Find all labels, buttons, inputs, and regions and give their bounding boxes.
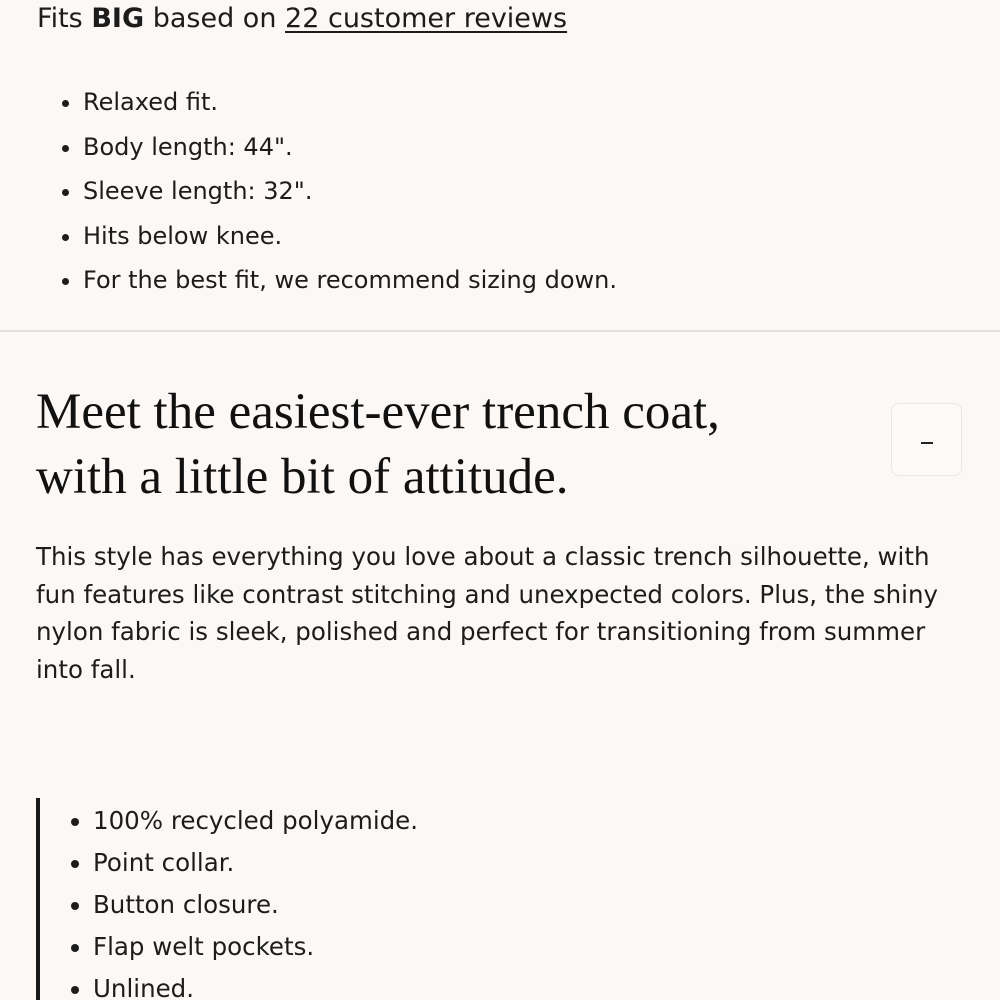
product-details-list bbox=[63, 800, 418, 1000]
list-item: • 100% recycled polyamide. bbox=[93, 800, 418, 842]
list-item: • Flap welt pockets. bbox=[93, 926, 418, 968]
fit-summary bbox=[37, 0, 567, 38]
list-item: • Point collar. bbox=[93, 842, 418, 884]
list-item: • Relaxed fit. bbox=[83, 80, 617, 125]
heading-line-1: Meet the easiest-ever trench coat, bbox=[36, 384, 720, 440]
list-item: • Sleeve length: 32". bbox=[83, 169, 617, 214]
section-divider bbox=[0, 330, 1000, 332]
details-accent-bar bbox=[36, 798, 40, 1000]
section-heading bbox=[36, 380, 876, 510]
list-item: • Button closure. bbox=[93, 884, 418, 926]
heading-line-2: with a little bit of attitude. bbox=[36, 449, 569, 505]
fit-details-list bbox=[50, 80, 617, 303]
fit-middle-text: based on bbox=[152, 3, 277, 34]
customer-reviews-link[interactable]: 22 customer reviews bbox=[285, 3, 568, 34]
product-description: This style has everything you love about a classic trench silhouette, with fun features like contrast stitching and unexpected colors. Plus, the shiny nylon fabric is sleek, polished and perfect for transitioning from summer into fall. bbox=[36, 542, 938, 684]
fit-prefix: Fits bbox=[37, 3, 83, 34]
minus-icon bbox=[921, 442, 933, 444]
list-item: • For the best fit, we recommend sizing down. bbox=[83, 258, 617, 303]
fit-verdict: BIG bbox=[91, 3, 145, 34]
list-item: • Body length: 44". bbox=[83, 125, 617, 170]
collapse-button[interactable] bbox=[891, 403, 962, 476]
list-item: • Unlined. bbox=[93, 968, 418, 1000]
list-item: • Hits below knee. bbox=[83, 214, 617, 259]
